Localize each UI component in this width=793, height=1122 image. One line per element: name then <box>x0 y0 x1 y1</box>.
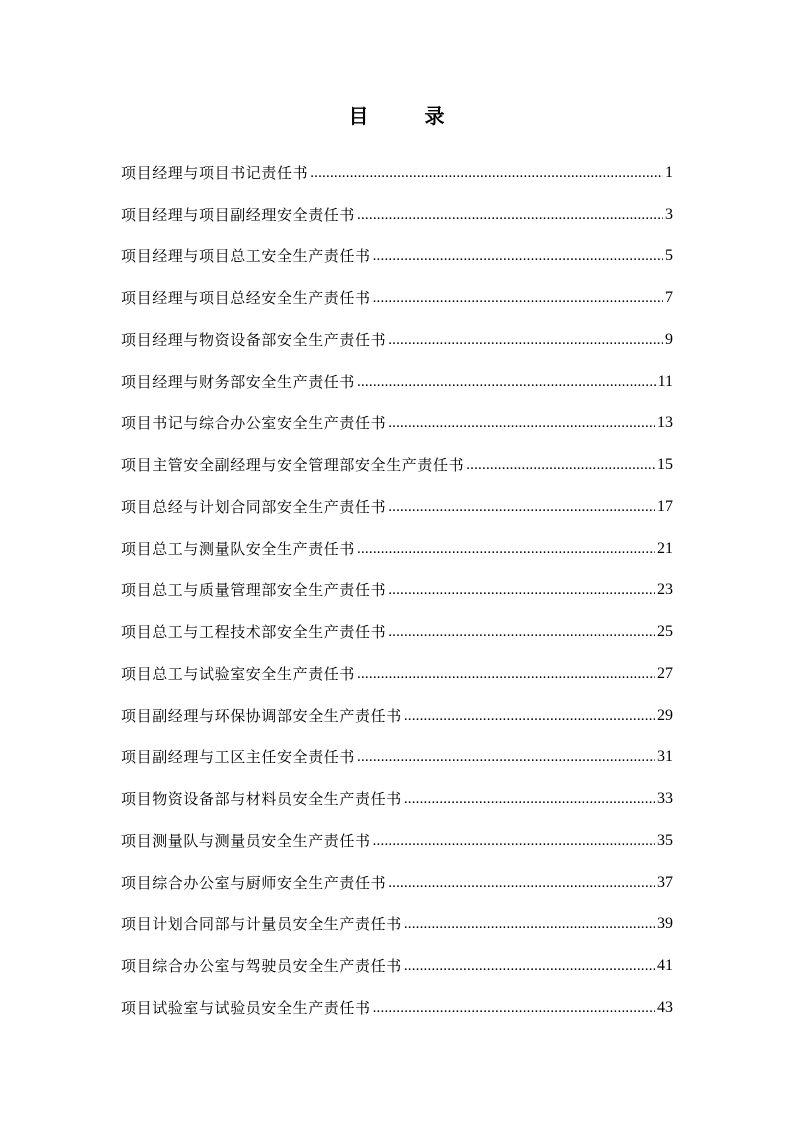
toc-page-number: 1 <box>665 163 673 181</box>
toc-page-number: 39 <box>657 915 673 933</box>
toc-dot-leader <box>373 994 655 1022</box>
toc-entry-label: 项目副经理与环保协调部安全生产责任书 <box>121 706 402 725</box>
toc-dot-leader <box>373 827 655 855</box>
toc-entry[interactable] <box>121 270 673 312</box>
toc-entry[interactable] <box>121 563 673 605</box>
toc-entry-label: 项目计划合同部与计量员安全生产责任书 <box>121 915 402 934</box>
toc-entry-label: 项目综合办公室与驾驶员安全生产责任书 <box>121 957 402 975</box>
toc-entry-label: 项目总经与计划合同部安全生产责任书 <box>121 497 387 516</box>
toc-dot-leader <box>373 284 663 312</box>
toc-entry[interactable] <box>121 437 673 479</box>
toc-entry-label: 项目主管安全副经理与安全管理部安全生产责任书 <box>121 456 465 474</box>
toc-page-number: 33 <box>657 790 673 807</box>
toc-page-number: 9 <box>665 330 673 348</box>
toc-dot-leader <box>404 702 655 730</box>
toc-entry-label: 项目总工与工程技术部安全生产责任书 <box>121 623 387 641</box>
toc-dot-leader <box>404 785 655 813</box>
toc-dot-leader <box>373 242 663 270</box>
toc-dot-leader <box>357 743 655 771</box>
toc-dot-leader <box>357 201 663 229</box>
toc-entry-label: 项目总工与测量队安全生产责任书 <box>121 539 356 558</box>
toc-page-number: 29 <box>657 706 673 724</box>
toc-dot-leader <box>357 368 656 396</box>
toc-dot-leader <box>466 451 655 479</box>
toc-page-number: 43 <box>657 998 673 1016</box>
toc-page-number: 23 <box>657 581 673 599</box>
toc-entry[interactable] <box>121 897 673 939</box>
toc-dot-leader <box>388 869 655 897</box>
toc-entry-label: 项目试验室与试验员安全生产责任书 <box>121 998 371 1017</box>
toc-entry[interactable] <box>121 229 673 271</box>
toc-page-number: 21 <box>657 539 673 557</box>
toc-entry[interactable] <box>121 312 673 354</box>
toc-entry[interactable] <box>121 604 673 646</box>
toc-dot-leader <box>388 493 655 521</box>
toc-entry[interactable] <box>121 145 673 187</box>
toc-entry[interactable] <box>121 980 673 1022</box>
toc-dot-leader <box>404 910 655 938</box>
toc-page-number: 7 <box>665 289 673 306</box>
toc-entry-label: 项目经理与项目总经安全生产责任书 <box>121 289 371 307</box>
toc-list <box>121 145 673 1022</box>
toc-dot-leader <box>388 409 655 437</box>
toc-dot-leader <box>388 618 655 646</box>
toc-entry[interactable] <box>121 771 673 813</box>
toc-entry-label: 项目经理与财务部安全生产责任书 <box>121 372 356 391</box>
toc-entry[interactable] <box>121 730 673 772</box>
toc-entry-label: 项目测量队与测量员安全生产责任书 <box>121 831 371 850</box>
toc-title: 目 录 <box>348 104 463 128</box>
toc-entry[interactable] <box>121 813 673 855</box>
toc-page-number: 5 <box>665 247 673 265</box>
toc-entry[interactable] <box>121 855 673 897</box>
toc-entry[interactable] <box>121 479 673 521</box>
toc-page-number: 3 <box>665 205 673 223</box>
toc-dot-leader <box>310 159 663 187</box>
toc-page-number: 15 <box>657 456 673 473</box>
toc-entry-label: 项目总工与试验室安全生产责任书 <box>121 664 356 683</box>
toc-page-number: 17 <box>657 497 673 515</box>
toc-page-number: 27 <box>657 664 673 682</box>
toc-entry-label: 项目物资设备部与材料员安全生产责任书 <box>121 790 402 808</box>
toc-page-number: 31 <box>657 748 673 766</box>
toc-entry-label: 项目经理与项目副经理安全责任书 <box>121 205 356 224</box>
toc-entry-label: 项目综合办公室与厨师安全生产责任书 <box>121 873 387 892</box>
toc-entry[interactable] <box>121 521 673 563</box>
toc-dot-leader <box>357 660 655 688</box>
toc-entry[interactable] <box>121 938 673 980</box>
toc-dot-leader <box>388 326 663 354</box>
toc-dot-leader <box>357 535 655 563</box>
toc-entry-label: 项目书记与综合办公室安全生产责任书 <box>121 414 387 433</box>
toc-page-number: 41 <box>657 957 673 974</box>
toc-entry[interactable] <box>121 646 673 688</box>
toc-dot-leader <box>404 952 655 980</box>
toc-entry-label: 项目经理与项目书记责任书 <box>121 163 309 182</box>
toc-entry[interactable] <box>121 688 673 730</box>
toc-page-number: 35 <box>657 831 673 849</box>
toc-entry[interactable] <box>121 396 673 438</box>
toc-page-number: 37 <box>657 873 673 891</box>
toc-entry-label: 项目总工与质量管理部安全生产责任书 <box>121 581 387 600</box>
toc-entry-label: 项目经理与物资设备部安全生产责任书 <box>121 330 387 349</box>
toc-entry[interactable] <box>121 354 673 396</box>
toc-page-number: 25 <box>657 623 673 640</box>
toc-page-number: 11 <box>657 372 673 390</box>
toc-dot-leader <box>388 576 655 604</box>
toc-page-number: 13 <box>657 414 673 432</box>
toc-entry-label: 项目经理与项目总工安全生产责任书 <box>121 247 371 266</box>
toc-entry[interactable] <box>121 187 673 229</box>
toc-entry-label: 项目副经理与工区主任安全责任书 <box>121 748 356 767</box>
